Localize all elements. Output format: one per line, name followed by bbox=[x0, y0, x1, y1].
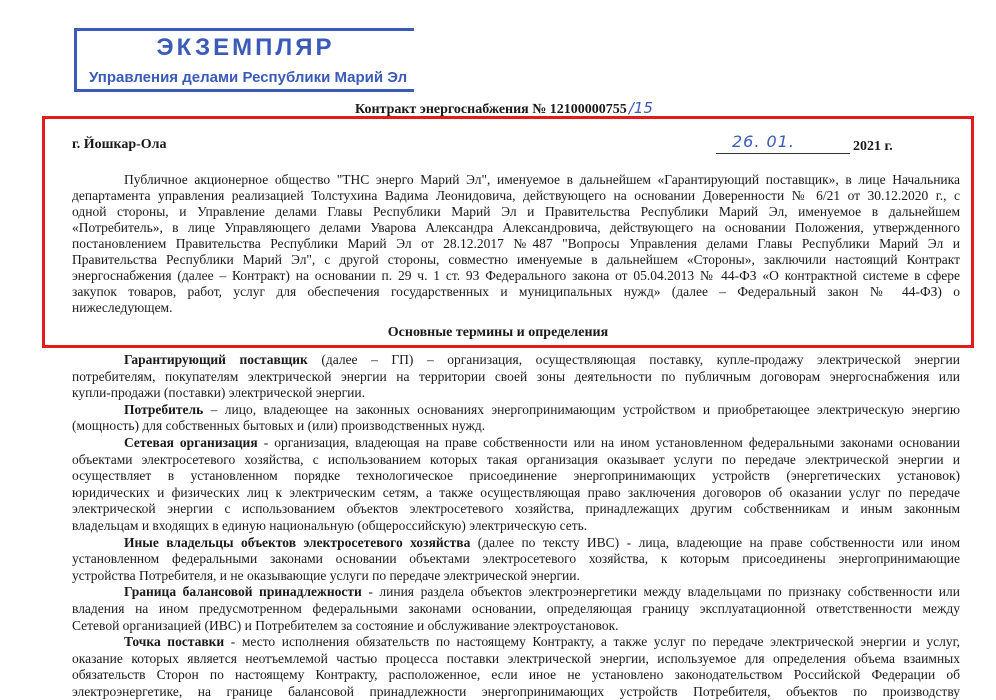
definition-line: устройства Потребителя, и не оказывающие услуги по передаче электрической энергии. bbox=[72, 567, 580, 583]
definition-line: Иные владельцы объектов электросетевого хозяйства (далее по тексту ИВС) - лица, владеющие на праве собственности или ином bbox=[124, 534, 960, 550]
definition-line: владения на ином предусмотренном федеральными законами основании, определяющая границу эксплуатационной ответственности между bbox=[72, 600, 960, 616]
definition-line: владельцам и входящих в единую национальную (общероссийскую) электрическую сеть. bbox=[72, 517, 588, 533]
definition-term: Гарантирующий поставщик bbox=[124, 352, 308, 367]
definition-line: оказание которых является неотъемлемой частью процесса поставки электрической энергии, используемое для определения объема взаимных bbox=[72, 650, 960, 666]
definition-term: Граница балансовой принадлежности bbox=[124, 584, 362, 600]
preamble-line: закупок товаров, работ, услуг для обеспечения государственных и муниципальных нужд» (далее – Федеральный закон № 44-ФЗ) о bbox=[72, 284, 960, 299]
section-title: Основные термины и определения bbox=[387, 325, 609, 340]
preamble-line: энергоснабжения (далее – Контракт) на основании п. 29 ч. 1 ст. 93 Федерального закона от 05.04.2013 № 44-ФЗ «О контрактной системе в сфере bbox=[72, 268, 960, 283]
definition-term: Сетевая организация bbox=[124, 434, 258, 450]
preamble-line: постановлением Правительства Республики Марий Эл от 28.12.2017 №487 "Вопросы Управления делами Главы Республики Марий Эл и bbox=[72, 236, 960, 251]
definition-line: Потребитель – лицо, владеющее на законных основаниях энергопринимающим устройством и приобретающее электрическую энергию bbox=[124, 401, 960, 417]
definition-line: осуществляет в установленном порядке технологическое присоединение энергопринимающих устройств (энергетических установок) bbox=[72, 468, 960, 484]
handwritten-date: 26. 01. bbox=[732, 132, 795, 151]
preamble-line: Правительства Республики Марий Эл", с другой стороны, совместно именуемые в дальнейшем «Стороны», заключили настоящий Контракт bbox=[72, 252, 960, 267]
definition-line: Граница балансовой принадлежности - линия раздела объектов электроэнергетики между владельцами по признаку собственности или bbox=[124, 584, 960, 600]
definitions-list bbox=[72, 352, 960, 700]
definition-term: Иные владельцы объектов электросетевого хозяйства bbox=[124, 534, 471, 550]
definition-line: объектами электросетевого хозяйства, с использованием которых такая организация оказывает услуги по передаче электрической энергии и bbox=[72, 451, 960, 467]
definition-line: обязательств Сторон по настоящему Контракту, расположенное, если иное не установлено законодательством Российской Федерации об bbox=[72, 667, 960, 683]
definition-line: Гарантирующий поставщик (далее – ГП) – организация, осуществляющая поставку, купле-продажу электрической энергии bbox=[124, 352, 960, 367]
definition-line: (мощность) для собственных бытовых и (или) производственных нужд. bbox=[72, 418, 486, 434]
definition-line: электрической энергии с использованием объектов электросетевого хозяйства, принадлежащих другим собственникам и иным законным bbox=[72, 501, 960, 517]
definition-line: электроэнергетике, на границе балансовой принадлежности энергопринимающих устройств Потребителя, объектов по производству bbox=[72, 683, 960, 699]
city-label: г. Йошкар-Ола bbox=[72, 137, 167, 152]
definition-line: Сетевой организацией (ИВС) и Потребителем за состояние и обслуживание электроустановок. bbox=[72, 617, 619, 633]
definition-line: Сетевая организация - организация, владеющая на праве собственности или на ином установленном федеральными законами основании bbox=[124, 434, 960, 450]
date-underline bbox=[716, 153, 850, 154]
contract-title-text: Контракт энергоснабжения № 12100000755 bbox=[355, 102, 627, 117]
definition-line: купли-продажи (поставки) электрической энергии. bbox=[72, 385, 365, 401]
preamble-line: нижеследующем. bbox=[72, 300, 173, 315]
contract-handwritten-suffix: /15 bbox=[628, 99, 653, 117]
date-year: 2021 г. bbox=[853, 139, 893, 154]
preamble-line: одной стороны, и Управление делами Главы Республики Марий Эл и Правительства Республики Марий Эл, именуемое в дальнейшем bbox=[72, 204, 960, 219]
definition-line: потребителям, покупателям электрической энергии на территории своей зоны деятельности по публичным договорам энергоснабжения или bbox=[72, 368, 960, 384]
stamp-subtitle: Управления делами Республики Марий Эл bbox=[89, 69, 408, 86]
definition-line: юридических и физических лиц к электрическим сетям, а также осуществляющая право заключения договоров об оказании услуг по передаче bbox=[72, 484, 960, 500]
stamp-title: ЭКЗЕМПЛЯР bbox=[156, 34, 335, 61]
preamble-line: Публичное акционерное общество "ТНС энерго Марий Эл", именуемое в дальнейшем «Гарантирующий поставщик», в лице Начальника bbox=[124, 172, 960, 187]
definition-line: установленном федеральными законами основании объектами электросетевого хозяйства, к которым присоединены энергопринимающие bbox=[72, 551, 960, 567]
definition-term: Потребитель bbox=[124, 401, 204, 417]
definition-line: Точка поставки - место исполнения обязательств по настоящему Контракту, а также услуг по передаче электрической энергии и услуг, bbox=[124, 634, 960, 650]
preamble-line: департамента управления реализацией Толстухина Вадима Леонидовича, действующего на основании Доверенности № 6/21 от 30.12.2020 г., с bbox=[72, 188, 960, 203]
document-stamp bbox=[74, 28, 414, 92]
definition-term: Точка поставки bbox=[124, 634, 225, 650]
preamble-line: «Потребитель», в лице Управляющего делами Уварова Александра Александровича, действующего на основании Положения, утвержденного bbox=[72, 220, 960, 235]
